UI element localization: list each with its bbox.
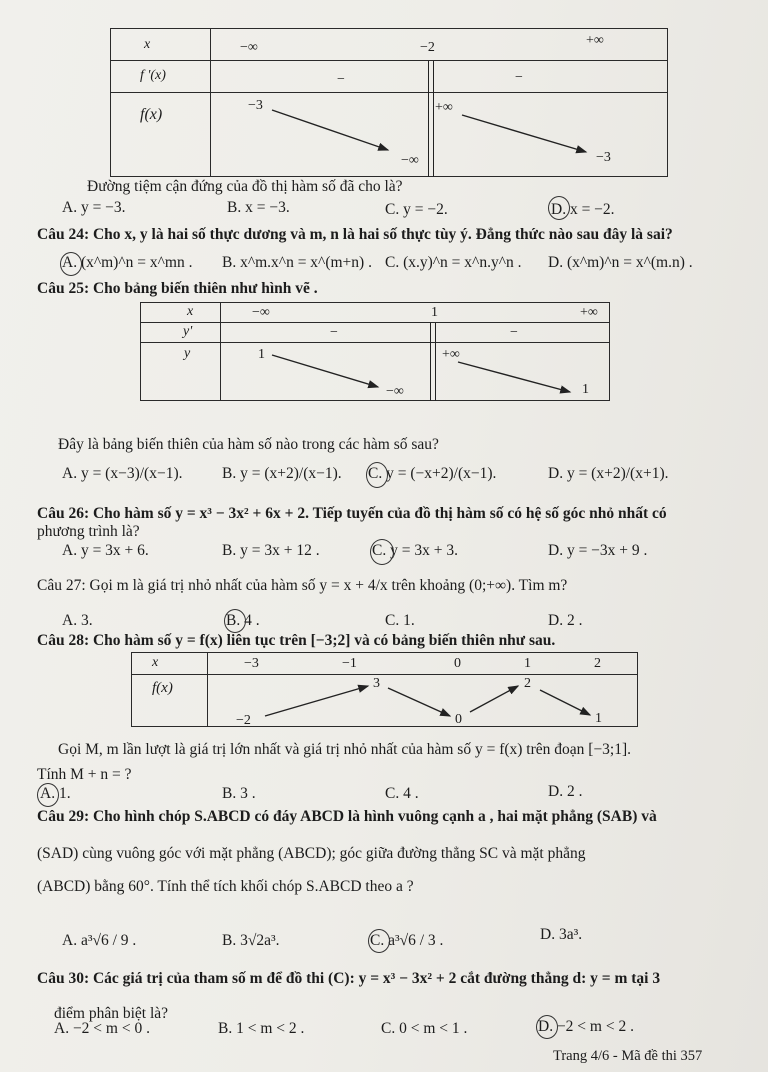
table2-yp-sign: − [330,325,338,340]
q27-option-d: D. 2 . [548,612,583,629]
page-footer: Trang 4/6 - Mã đề thi 357 [553,1048,703,1064]
q28-option-b: B. 3 . [222,785,256,802]
q28-stem3: Tính M + n = ? [37,766,132,783]
q25-option-b: B. y = (x+2)/(x−1). [222,465,342,482]
q30-option-d: D. −2 < m < 2 . [538,1018,634,1035]
q28-stem2: Gọi M, m lần lượt là giá trị lớn nhất và giá trị nhỏ nhất của hàm số y = f(x) trên đoạn [−3;1]. [58,741,632,758]
answer-circle [368,929,390,953]
q30-option-c: C. 0 < m < 1 . [381,1020,468,1037]
table3-x-val: 2 [594,656,601,671]
q28-stem: Câu 28: Cho hàm số y = f(x) liên tục trên [−3;2] và có bảng biến thiên như sau. [37,632,556,649]
q24-option-b: B. x^m.x^n = x^(m+n) . [222,254,372,271]
q29-option-a: A. a³√6 / 9 . [62,932,137,949]
table3-x-val: 0 [454,656,461,671]
q23-option-c: C. y = −2. [385,201,448,218]
table1-f-val: −∞ [401,153,419,168]
q25-stem: Đây là bảng biến thiên của hàm số nào trong các hàm số sau? [58,436,439,453]
q30-stem-line2: điểm phân biệt là? [54,1005,169,1022]
table2-y-val: +∞ [442,347,460,362]
q30-option-b: B. 1 < m < 2 . [218,1020,305,1037]
q24-option-d: D. (x^m)^n = x^(m.n) . [548,254,693,271]
q30-option-a: A. −2 < m < 0 . [54,1020,150,1037]
table2-x-val: 1 [431,305,438,320]
table1-x-val: −∞ [240,40,258,55]
q23-option-d: D. x = −2. [551,201,615,218]
table2-y-val: 1 [258,347,265,362]
q28-option-c: C. 4 . [385,785,419,802]
q29-option-d: D. 3a³. [540,926,583,943]
table3-x-val: −3 [244,656,259,671]
q26-option-d: D. y = −3x + 9 . [548,542,648,559]
table2-x-val: +∞ [580,305,598,320]
q25-option-a: A. y = (x−3)/(x−1). [62,465,183,482]
q29-stem-line1: Câu 29: Cho hình chóp S.ABCD có đáy ABCD là hình vuông cạnh a , hai mặt phẳng (SAB) và [37,808,657,825]
table3-x-val: 1 [524,656,531,671]
q27-option-a: A. 3. [62,612,93,629]
q26-stem-line1: Câu 26: Cho hàm số y = x³ − 3x² + 6x + 2. Tiếp tuyến của đồ thị hàm số có hệ số góc nhỏ nhất có [37,505,667,522]
q28-option-a: A. 1. [40,785,71,802]
table2-y-val: 1 [582,382,589,397]
table1-fp-sign: − [337,72,345,87]
q27-option-b: B. 4 . [226,612,260,629]
table3-x-label: x [152,655,159,670]
table2-yp-sign: − [510,325,518,340]
q24-option-a: A. (x^m)^n = x^mn . [62,254,193,271]
table2-yp-label: y' [183,324,193,339]
table1-f-val: +∞ [435,100,453,115]
q27-stem: Câu 27: Gọi m là giá trị nhỏ nhất của hàm số y = x + 4/x trên khoảng (0;+∞). Tìm m? [37,577,568,594]
q25-option-c: C. y = (−x+2)/(x−1). [368,465,497,482]
table3-f-val: −2 [236,713,251,728]
q24-option-c: C. (x.y)^n = x^n.y^n . [385,254,522,271]
table1-f-label: f(x) [140,106,163,123]
table3-x-val: −1 [342,656,357,671]
q25-option-d: D. y = (x+2)/(x+1). [548,465,669,482]
q23-option-a: A. y = −3. [62,199,126,216]
q29-option-b: B. 3√2a³. [222,932,280,949]
table1-f-val: −3 [596,150,611,165]
table3-f-val: 2 [524,676,531,691]
q27-option-c: C. 1. [385,612,415,629]
table1-x-label: x [144,37,151,52]
q26-option-c: C. y = 3x + 3. [372,542,458,559]
table1-fp-sign: − [515,70,523,85]
q25-title: Câu 25: Cho bảng biến thiên như hình vẽ . [37,280,318,297]
table2-x-label: x [187,304,194,319]
table3-f-val: 1 [595,711,602,726]
q29-stem-line2: (SAD) cùng vuông góc với mặt phẳng (ABCD); góc giữa đường thẳng SC và mặt phẳng [37,845,586,862]
table2-y-val: −∞ [386,384,404,399]
q30-stem-line1: Câu 30: Các giá trị của tham số m để đồ thi (C): y = x³ − 3x² + 2 cắt đường thẳng d: y = m tại 3 [37,970,661,987]
q28-option-d: D. 2 . [548,783,583,800]
table1-f-val: −3 [248,98,263,113]
table3-f-val: 0 [455,712,462,727]
q26-option-b: B. y = 3x + 12 . [222,542,320,559]
q29-option-c: C. a³√6 / 3 . [370,932,444,949]
table3-f-val: 3 [373,676,380,691]
table1-x-val: +∞ [586,33,604,48]
q23-stem: Đường tiệm cận đứng của đồ thị hàm số đã cho là? [87,178,403,195]
table3-f-label: f(x) [152,680,173,696]
table2-x-val: −∞ [252,305,270,320]
q29-stem-line3: (ABCD) bằng 60°. Tính thể tích khối chóp S.ABCD theo a ? [37,878,414,895]
answer-circle [37,783,59,807]
q26-option-a: A. y = 3x + 6. [62,542,149,559]
q23-option-b: B. x = −3. [227,199,290,216]
q24-stem: Câu 24: Cho x, y là hai số thực dương và m, n là hai số thực tùy ý. Đẳng thức nào sau đây là sai? [37,226,673,243]
table1-x-val: −2 [420,40,435,55]
q26-stem-line2: phương trình là? [37,523,140,540]
table2-y-label: y [184,346,191,361]
table1-fp-label: f '(x) [140,68,166,83]
answer-circle [536,1015,558,1039]
